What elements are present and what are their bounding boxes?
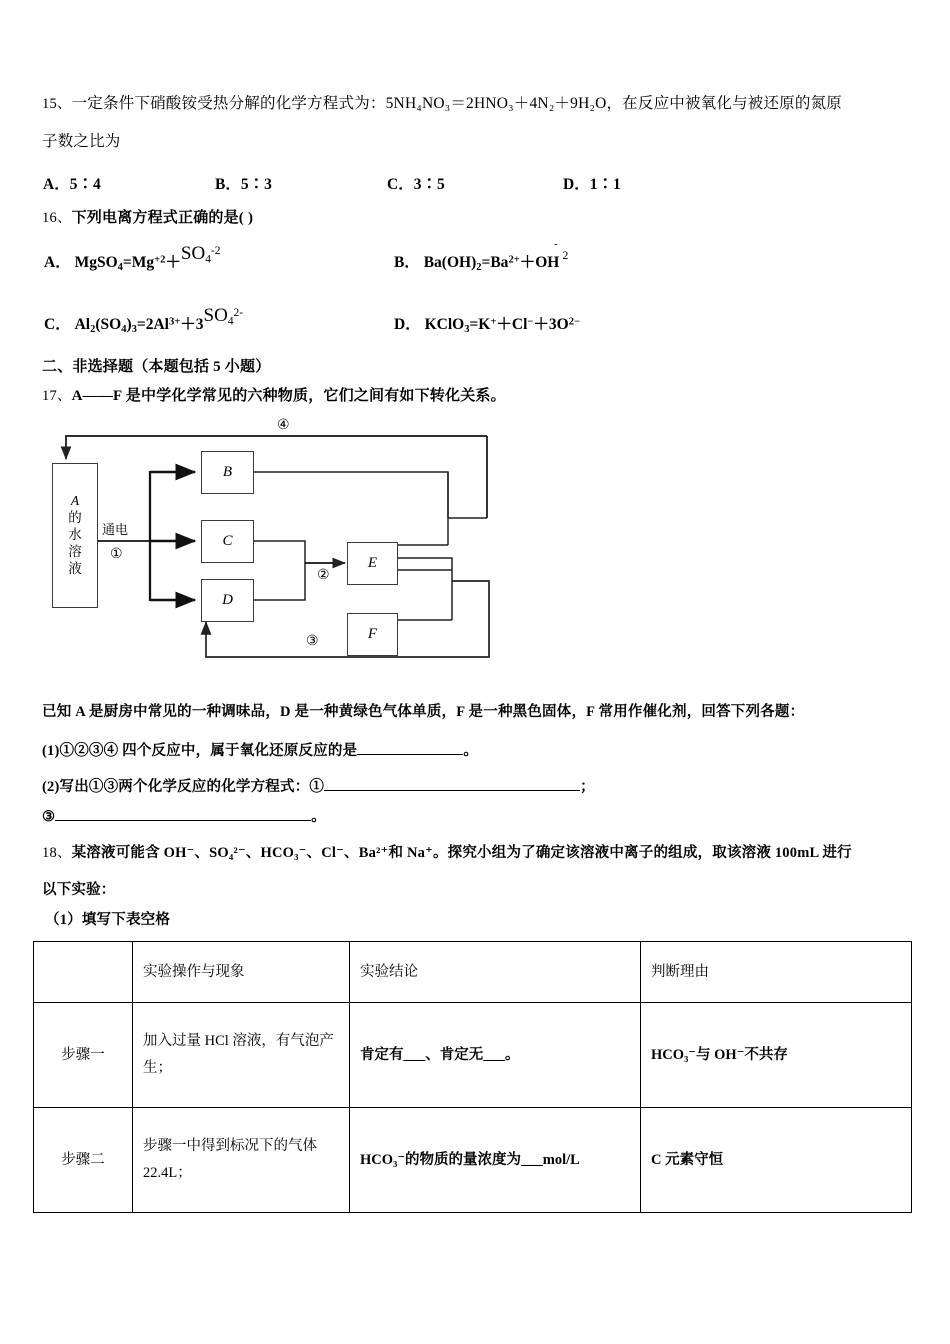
reaction-step-2-label: ②	[317, 568, 330, 583]
question-15-text-line1: 一定条件下硝酸铵受热分解的化学方程式为：5NH₄NO₃＝2HNO₃＋4N₂＋9H₂O，在反应中被氧化与被还原的氮原	[71, 95, 842, 112]
flow-box-f-label: F	[367, 626, 378, 642]
flow-box-f	[347, 613, 398, 656]
table-cell-step-1: 步骤一	[34, 1003, 133, 1108]
q16-option-b-minus-mark: -	[554, 238, 558, 250]
source-box-char-2: 水	[68, 527, 82, 543]
q16-option-a-label: A．	[44, 254, 71, 271]
table-header-conclusion: 实验结论	[350, 942, 641, 1003]
q16-option-a-formula: $MgSO_4=Mg^{+2}+SO_4^{-2}$	[70, 243, 221, 273]
reaction-step-4-label: ④	[277, 418, 290, 433]
question-15-number: 15、	[42, 96, 72, 112]
option-a-label: A．	[43, 176, 70, 193]
question-15-option-d[interactable]	[563, 172, 621, 194]
experiment-table	[33, 941, 912, 1213]
question-18-text-line1: 某溶液可能含 OH⁻、SO₄²⁻、HCO₃⁻、Cl⁻、Ba²⁺和 Na⁺。探究小组为了确定该溶液中离子的组成，取该溶液 100mL 进行	[71, 845, 852, 861]
table-cell-operation-1: 加入过量 HCl 溶液，有气泡产生；	[133, 1003, 350, 1108]
flow-box-e	[347, 542, 398, 585]
q16-option-b-label: B．	[394, 254, 420, 271]
question-18-stem-line1	[42, 843, 852, 864]
question-18-stem-line2: 以下实验：	[42, 882, 116, 898]
table-cell-conclusion-1[interactable]: 肯定有___、肯定无___。	[350, 1003, 641, 1108]
table-header-operation: 实验操作与现象	[133, 942, 350, 1003]
table-cell-reason-2: C 元素守恒	[641, 1108, 912, 1213]
question-15-option-a[interactable]	[43, 172, 101, 194]
question-17-stem	[42, 386, 506, 407]
question-17-sub1-period: 。	[463, 742, 479, 759]
q16-option-d-label: D．	[394, 316, 421, 333]
question-15-stem-line1	[42, 94, 842, 115]
table-row	[34, 1003, 912, 1108]
question-16-option-d[interactable]	[394, 312, 580, 335]
flow-box-e-label: E	[367, 555, 378, 571]
question-17-sub3-marker: ③	[42, 808, 56, 825]
question-15-option-c[interactable]	[387, 172, 445, 194]
source-box-char-3: 溶	[68, 543, 82, 559]
option-c-text: 3∶5	[413, 176, 445, 193]
q16-option-b-formula: $Ba(OH)_2=Ba^{2+}+OH$ $^{^2}$	[419, 248, 569, 273]
flow-box-d-label: D	[222, 592, 233, 608]
question-18-number: 18、	[42, 845, 72, 861]
flow-box-c-label: C	[222, 533, 233, 549]
option-d-text: 1∶1	[589, 176, 621, 193]
transformation-flowchart	[40, 415, 520, 680]
answer-blank-17-1[interactable]	[357, 740, 463, 755]
option-a-text: 5∶4	[69, 176, 101, 193]
q16-option-c-label: C．	[44, 316, 71, 333]
question-17-sub1	[42, 740, 478, 761]
answer-blank-17-2a[interactable]	[324, 776, 580, 791]
reaction-step-1-label: ①	[110, 547, 123, 562]
question-16-option-c[interactable]	[44, 305, 244, 335]
answer-blank-17-3[interactable]	[55, 806, 311, 821]
section-2-heading: 二、非选择题（本题包括 5 小题）	[42, 359, 271, 375]
question-17-sub3	[42, 806, 326, 827]
question-17-number: 17、	[42, 388, 72, 404]
table-header-reason: 判断理由	[641, 942, 912, 1003]
flow-box-b-label: B	[222, 464, 233, 480]
reaction-step-3-label: ③	[306, 634, 319, 649]
option-b-label: B．	[215, 176, 241, 193]
source-box-char-4: 液	[68, 560, 82, 576]
table-cell-operation-2: 步骤一中得到标况下的气体 22.4L；	[133, 1108, 350, 1213]
question-17-text: A——F 是中学化学常见的六种物质，它们之间有如下转化关系。	[71, 388, 506, 404]
question-17-sub2-semicolon: ；	[580, 778, 595, 795]
source-substance-box	[52, 463, 98, 608]
question-17-sub2	[42, 776, 595, 797]
q16-option-c-formula: $Al_2(SO_4)_3=2Al^{3+}+3SO_4^{2-}$	[70, 305, 244, 335]
question-15-stem-line2: 子数之比为	[42, 133, 121, 150]
question-16-number: 16、	[42, 210, 72, 226]
question-17-sub2-text: (2)写出①③两个化学反应的化学方程式：①	[42, 778, 325, 795]
question-17-sub1-text: (1)①②③④ 四个反应中，属于氧化还原反应的是	[42, 742, 358, 759]
table-row	[34, 1108, 912, 1213]
option-c-label: C．	[387, 176, 414, 193]
flow-box-b	[201, 451, 254, 494]
option-d-label: D．	[563, 176, 590, 193]
q16-option-d-formula: $KClO_3=K^++Cl^-+3O^{2-}$	[420, 316, 580, 335]
flow-box-c	[201, 520, 254, 563]
source-box-char-0: A	[70, 493, 80, 509]
question-15-option-b[interactable]	[215, 172, 272, 194]
source-box-char-1: 的	[68, 510, 82, 526]
question-16-option-b[interactable]	[394, 250, 568, 273]
flow-box-d	[201, 579, 254, 622]
question-17-sub3-period: 。	[311, 808, 326, 825]
question-18-sub1: （1）填写下表空格	[45, 912, 171, 928]
option-b-text: 5∶3	[240, 176, 272, 193]
table-cell-reason-1: HCO₃⁻与 OH⁻不共存	[641, 1003, 912, 1108]
table-header-blank	[34, 942, 133, 1003]
question-17-given: 已知 A 是厨房中常见的一种调味品，D 是一种黄绿色气体单质，F 是一种黑色固体，F 常用作催化剂，回答下列各题：	[42, 704, 805, 720]
table-header-row	[34, 942, 912, 1003]
table-cell-step-2: 步骤二	[34, 1108, 133, 1213]
question-16-stem	[42, 208, 253, 229]
table-cell-conclusion-2[interactable]: HCO₃⁻的物质的量浓度为___mol/L	[350, 1108, 641, 1213]
question-16-option-a[interactable]	[44, 243, 221, 273]
question-16-text: 下列电离方程式正确的是( )	[71, 210, 254, 226]
electrolysis-label: 通电	[102, 522, 129, 537]
